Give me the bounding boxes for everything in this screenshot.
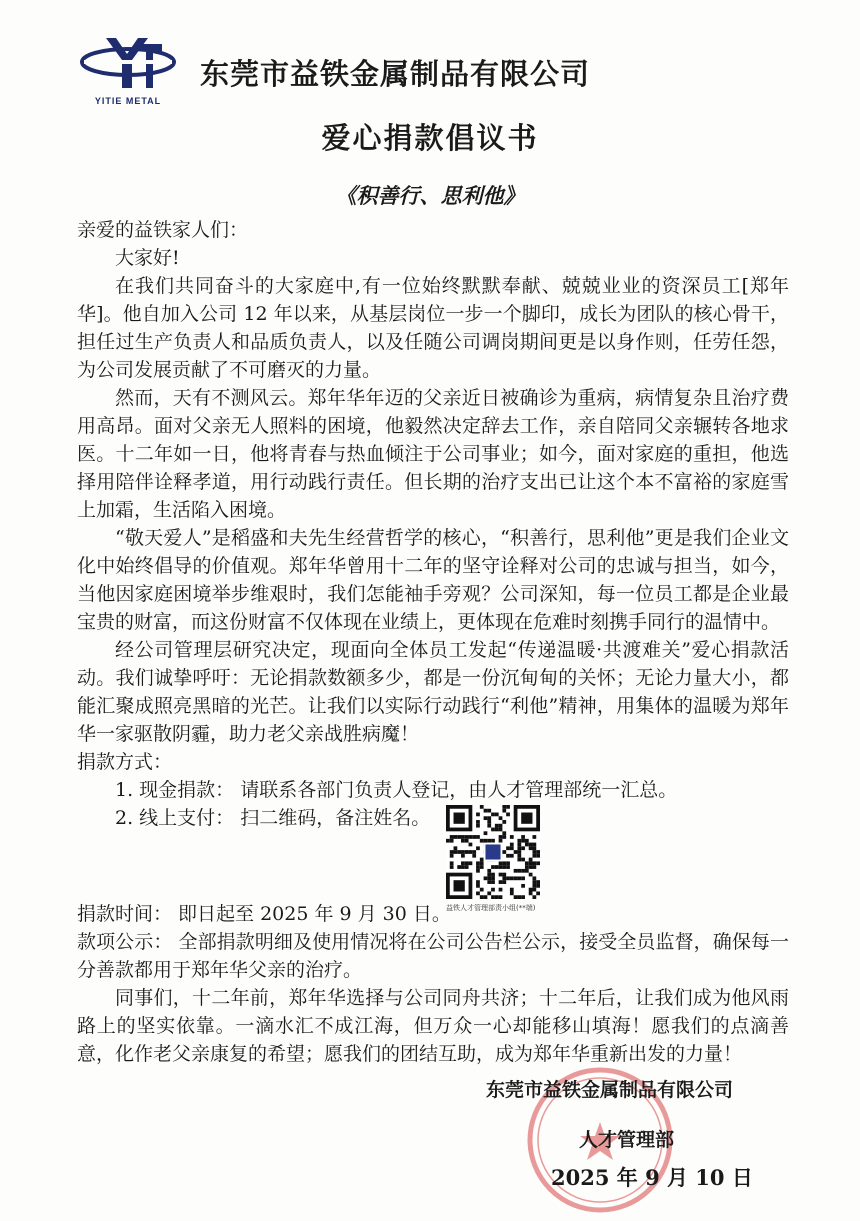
closing-paragraph: 同事们，十二年前，郑年华选择与公司同舟共济；十二年后，让我们成为他风雨路上的坚实依靠。一滴水汇不成江海，但万众一心却能移山填海！愿我们的点滴善意，化作老父亲康复的希望；愿我们的团结互助，成为郑年华重新出发的力量！ (77, 987, 789, 1065)
signature-dept: 人才管理部 (579, 1129, 675, 1151)
logo-mark-icon (78, 30, 178, 96)
logo-caption: YITIE METAL (94, 96, 162, 106)
salutation: 亲爱的益铁家人们： (77, 219, 249, 241)
document-subtitle: 《积善行、思利他》 (335, 183, 525, 208)
letter-body (77, 216, 789, 832)
paragraph-4: 经公司管理层研究决定，现面向全体员工发起“传递温暖·共渡难关”爱心捐款活动。我们诚挚呼吁：无论捐款数额多少，都是一份沉甸甸的关怀；无论力量大小，都能汇聚成照亮黑暗的光芒。让我们以实际行动践行“利他”精神，用集体的温暖为郑年华一家驱散阴霾，助力老父亲战胜病魔！ (77, 639, 789, 745)
donation-time: 捐款时间： 即日起至 2025 年 9 月 30 日。 (77, 903, 451, 925)
paragraph-3: “敬天爱人”是稻盛和夫先生经营哲学的核心，“积善行，思利他”更是我们企业文化中始终倡导的价值观。郑年华曾用十二年的坚守诠释对公司的忠诚与担当，如今，当他因家庭困境举步维艰时，我们怎能袖手旁观？公司深知，每一位员工都是企业最宝贵的财富，而这份财富不仅体现在业绩上，更体现在危难时刻携手同行的温情中。 (77, 527, 789, 633)
greeting: 大家好! (115, 247, 180, 269)
signature-company: 东莞市益铁金属制品有限公司 (486, 1079, 734, 1101)
document-title: 爱心捐款倡议书 (321, 121, 539, 155)
paragraph-2: 然而，天有不测风云。郑年华年迈的父亲近日被确诊为重病，病情复杂且治疗费用高昂。面对父亲无人照料的困境，他毅然决定辞去工作，亲自陪同父亲辗转各地求医。十二年如一日，他将青春与热血倾注于公司事业；如今，面对家庭的重担，他选择用陪伴诠释孝道，用行动践行责任。但长期的治疗支出已让这个本不富裕的家庭雪上加霜，生活陷入困境。 (77, 387, 789, 521)
company-name: 东莞市益铁金属制品有限公司 (200, 57, 591, 91)
method-online: 2. 线上支付： 扫二维码，备注姓名。 (115, 807, 431, 829)
qr-caption: 益铁人才管理部责小组(**端) (446, 904, 536, 912)
letter-footer (77, 900, 789, 1068)
qr-code-icon[interactable] (446, 805, 540, 899)
methods-label: 捐款方式： (77, 751, 173, 773)
signature-date: 2025 年 9 月 10 日 (551, 1165, 753, 1190)
paragraph-1: 在我们共同奋斗的大家庭中,有一位始终默默奉献、兢兢业业的资深员工[郑年华]。他自加入公司 12 年以来，从基层岗位一步一个脚印，成长为团队的核心骨干，担任过生产负责人和品质负责人，以及任随公司调岗期间更是以身作则，任劳任怨，为公司发展贡献了不可磨灭的力量。 (77, 275, 789, 381)
publicity-note: 款项公示： 全部捐款明细及使用情况将在公司公告栏公示，接受全员监督，确保每一分善款都用于郑年华父亲的治疗。 (77, 931, 789, 981)
company-logo (78, 30, 178, 112)
qr-code-block (446, 805, 544, 913)
signature-block (486, 1076, 786, 1190)
method-cash: 1. 现金捐款： 请联系各部门负责人登记，由人才管理部统一汇总。 (115, 779, 678, 801)
